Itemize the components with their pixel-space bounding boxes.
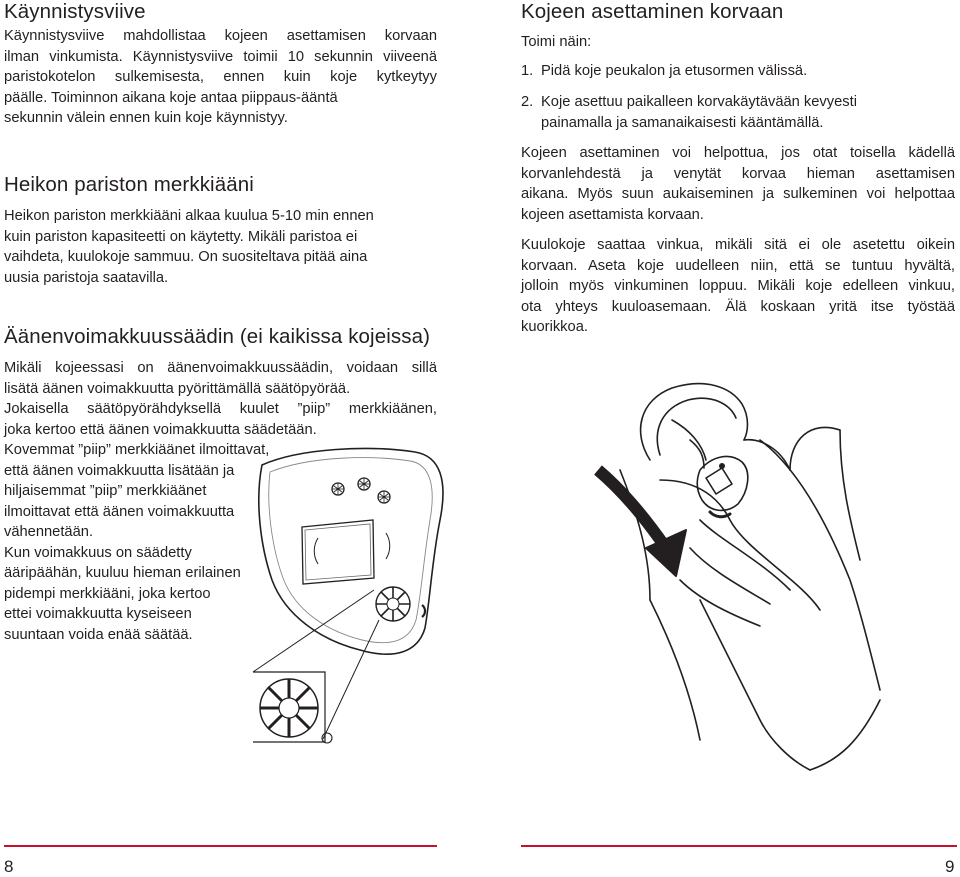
text-line: Kovemmat ”piip” merkkiäänet ilmoittavat, bbox=[4, 442, 270, 458]
section-title-insertion: Kojeen asettaminen korvaan bbox=[521, 0, 784, 23]
page-number-right: 9 bbox=[945, 857, 955, 876]
text-line: Jokaisella säätöpyörähdyksellä kuulet ”piip” merkkiäänen, bbox=[4, 401, 437, 417]
step-number: 1. bbox=[521, 63, 534, 79]
text-line: ääripäähän, kuuluu hieman erilainen bbox=[4, 565, 241, 581]
right-page-rule bbox=[521, 845, 957, 847]
text-line: kuin pariston kapasiteetti on käytetty. Mikäli paristoa ei bbox=[4, 228, 358, 245]
section-title-volume-control: Äänenvoimakkuussäädin (ei kaikissa kojeissa) bbox=[4, 325, 430, 348]
text-line: ettei voimakkuutta kyseiseen bbox=[4, 606, 192, 622]
text-line: korvanlehdestä ja venytät korvaa hieman asettamisen bbox=[521, 165, 955, 182]
step-text: Koje asettuu paikalleen korvakäytävään kevyesti bbox=[541, 94, 857, 110]
text-line: vähennetään. bbox=[4, 524, 94, 540]
text-line: korvaan. Aseta koje uudelleen niin, että se tuntuu hyvältä, bbox=[521, 257, 955, 274]
text-line: Kuulokoje saattaa vinkua, mikäli sitä ei ole asetettu oikein bbox=[521, 237, 955, 253]
rotation-arrow-icon bbox=[598, 470, 686, 576]
text-line: kuorikkoa. bbox=[521, 319, 588, 335]
text-line: että äänen voimakkuutta lisätään ja bbox=[4, 462, 235, 479]
text-line: jolloin myös vinkuminen loppuu. Mikäli koje edelleen vinkuu, bbox=[521, 278, 955, 294]
step-text: Pidä koje peukalon ja etusormen välissä. bbox=[541, 63, 808, 79]
text-line: ilmoittavat että äänen voimakkuutta bbox=[4, 503, 235, 520]
text-line: päälle. Toiminnon aikana koje antaa piippaus-ääntä bbox=[4, 89, 338, 106]
text-line: ota yhteys kuuloasemaan. Älä koskaan yritä itse työstää bbox=[521, 298, 955, 315]
text-line: sekunnin välein ennen kuin koje käynnistyy. bbox=[4, 110, 288, 126]
text-line: kojeen asettamista korvaan. bbox=[521, 206, 704, 223]
text-line: Heikon pariston merkkiääni alkaa kuulua 5-10 min ennen bbox=[4, 208, 374, 224]
text-line: vaihdeta, kuulokoje sammuu. On suositeltava pitää aina bbox=[4, 249, 368, 265]
text-line: lisätä äänen voimakkuutta pyörittämällä säätöpyörää. bbox=[4, 380, 351, 397]
text-line: uusia paristoja saatavilla. bbox=[4, 269, 169, 286]
step-number: 2. bbox=[521, 94, 534, 110]
text-line: aikana. Myös suun aukaiseminen ja sulkeminen voi helpottaa bbox=[521, 186, 955, 202]
text-line: Kun voimakkuus on säädetty bbox=[4, 544, 192, 561]
text-line: paristokotelon sulkemisesta, ennen kuin koje kytkeytyy bbox=[4, 69, 437, 85]
text-line: pidempi merkkiääni, joka kertoo bbox=[4, 585, 211, 602]
text-line: Käynnistysviive mahdollistaa kojeen asettamisen korvaan bbox=[4, 28, 437, 44]
page-number-left: 8 bbox=[4, 857, 14, 876]
text-line: joka kertoo että äänen voimakkuutta säädetään. bbox=[4, 421, 317, 438]
text-line: hiljaisemmat ”piip” merkkiäänet bbox=[4, 483, 207, 499]
step-text: painamalla ja samanaikaisesti kääntämällä. bbox=[541, 114, 824, 131]
text-line: ilman vinkumista. Käynnistysviive toimii 10 sekunnin viiveenä bbox=[4, 48, 437, 65]
text-line: Kojeen asettaminen voi helpottua, jos otat toisella kädellä bbox=[521, 145, 955, 161]
intro-text: Toimi näin: bbox=[521, 34, 592, 50]
section-title-startup-delay: Käynnistysviive bbox=[4, 0, 146, 23]
text-line: suuntaan voida enää säätää. bbox=[4, 626, 193, 643]
section-title-low-battery: Heikon pariston merkkiääni bbox=[4, 173, 254, 196]
text-line: Mikäli kojeessasi on äänenvoimakkuussäädin, voidaan sillä bbox=[4, 360, 437, 376]
